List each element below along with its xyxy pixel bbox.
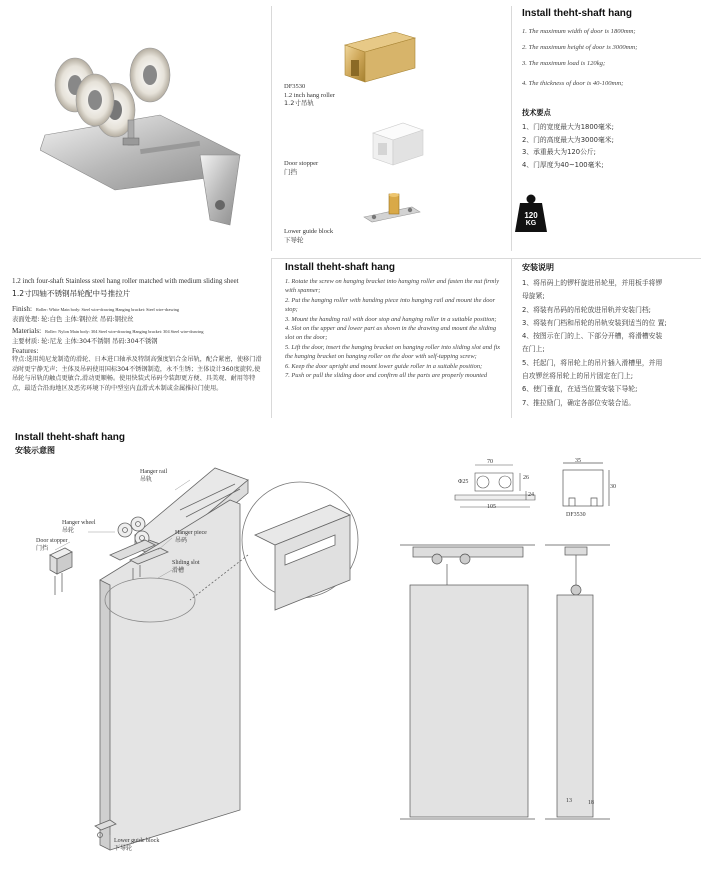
install-step-cn: 自攻锣丝将吊轮上的吊片固定在门上; [522,372,634,381]
dim-18: 18 [588,800,594,806]
install-step: 4. Slot on the upper and lower part as shown in the drawing and mount the sliding slot on the door; [285,325,497,342]
weight-icon [514,193,548,233]
finish-label: Finish: [12,305,32,313]
lbl-hanger-piece-cn: 吊码 [175,537,188,544]
install-step: 6. Keep the door upright and mount lower guide roller in a suitable position; [285,362,483,370]
install-step-cn: 3、将装有门档和吊轮的吊轨安装到适当的位 置; [522,318,667,327]
install-cn-title: 安装说明 [522,263,554,272]
key-point: 3、承重最大为120公斤; [522,148,596,156]
dim-24: 24 [528,492,534,498]
lower-guide-block-image [362,192,422,232]
description-title-cn: 1.2寸四轴不锈钢吊轮配中号推拉片 [12,289,131,298]
dim-25: Φ25 [458,479,469,485]
key-point: 2、门的高度最大为3000毫米; [522,135,614,144]
rail-code: DF3530 [284,83,306,90]
elevation-drawing [395,535,615,835]
lbl-door-stopper-en: Door stopper [36,538,68,544]
spec-note: 4. The thickness of door is 40-100mm; [522,80,624,87]
rail-profile-code: DF3530 [566,512,586,518]
install-step-cn: 母旋紧; [522,292,545,301]
dim-26: 26 [523,475,529,481]
install-step: 1. Rotate the screw on hanging bracket into hanging roller and fasten the nut firmly with spanner; [285,278,500,295]
stopper-label-en: Door stopper [284,160,319,167]
key-points-list [522,121,614,171]
hang-rail-image [340,30,420,85]
top-right-title: Install theht-shaft hang [522,8,632,19]
lbl-sliding-slot-cn: 滑槽 [172,567,185,574]
finish-cn: 表面处理: 轮:白色 主体:钢拉丝 吊码:钢拉丝 [12,316,134,323]
key-points-title: 技术要点 [522,108,551,117]
hang-roller-product-image [40,40,250,230]
dim-30: 30 [610,484,616,490]
spec-note: 3. The maximum load is 120kg; [522,60,606,67]
lbl-lower-guide-cn: 下导轮 [114,845,133,852]
guide-label-cn: 下导轮 [284,235,304,244]
install-step: 3. Mount the handing rail with door stop and hanging roller in a suitable position; [285,315,497,323]
lbl-sliding-slot-en: Sliding slot [172,560,200,566]
lbl-door-stopper-cn: 门挡 [36,545,49,552]
install-step-cn: 7、推拉励门，确定各部位安装合适。 [522,398,636,407]
dim-105: 105 [487,504,496,510]
materials-detail: Roller: Nylon Main body: 304 Steel wire-drawing Hanging bracket: 304 Steel wire-drawing [45,329,204,334]
weight-badge-value: 120 [524,211,538,220]
install-step: 5. Lift the door, insert the hanging bracket on hanging roller into sliding slot and fix the hanging bracket on hanging roller on the door with self-tapping screw; [285,343,501,361]
install-step-cn: 4、按图示在门的上、下部分开槽，将滑槽安装 [522,332,663,341]
materials-label: Materials: [12,327,42,335]
materials-cn: 主要材质: 轮:尼龙 主体:304不锈钢 吊码:304不锈钢 [12,338,158,345]
features-cn: 特点:选用纯尼龙制造的滑轮、日本进口轴承及特制高强度铝合金吊轨，配合紧密，使移门滑动时更宁静无声；主体及吊码使用国标304不锈钢制造，永不生锈；主体设计360度旋转,使吊轮与吊轨的触点更敏合,滑动更顺畅。使用快装式吊码令装卸更方便、具美观、耐用等特点，最适合沿海地区及恶劣环境下的中型室内直滑式木制或金属推拉门使用。 [12,356,262,392]
install-step-cn: 5、托起门，将吊轮上的吊片插入滑槽里，并用 [522,358,663,367]
install-step-cn: 在门上; [522,345,545,354]
lbl-lower-guide-en: Lower guide block [114,838,160,844]
lbl-hanger-rail-cn: 吊轨 [140,476,153,483]
guide-label-en: Lower guide block [284,228,334,235]
install-mid-title: Install theht-shaft hang [285,262,395,273]
bottom-title-en: Install theht-shaft hang [15,432,125,443]
key-point: 4、门厚度为40~100毫米; [522,160,604,169]
description-block [12,277,262,393]
install-step: 2. Put the hanging roller with handing piece into hanging rail and mount the door stop; [285,296,496,314]
lbl-hanger-wheel-en: Hanger wheel [62,520,96,526]
lbl-hanger-rail-en: Hanger rail [140,469,168,475]
finish-detail: Roller: White Main body: Steel wire-drawing Hanging bracket: Steel wire-drawing [35,307,179,312]
lbl-hanger-wheel-cn: 吊轮 [62,527,75,534]
description-title-en: 1.2 inch four-shaft Stainless steel hang roller matched with medium sliding sheet [12,277,239,285]
install-steps-en [285,277,505,380]
install-step-cn: 2、将装有吊码的吊轮放进吊轨并安装门档; [522,305,651,314]
install-step-cn: 6、使门垂直，在适当位置安装下导轮; [522,385,638,394]
bottom-title-cn: 安装示意图 [15,446,55,455]
install-steps-cn [522,277,707,410]
install-step: 7. Push or pull the sliding door and confirm all the parts are properly mounted [285,372,488,380]
stopper-label-cn: 门挡 [284,167,297,176]
rail-label-en: 1.2 inch hang roller [284,92,335,99]
rail-profile-drawing [555,458,615,513]
weight-badge-unit: KG [525,220,537,227]
dim-70: 70 [487,459,493,465]
lbl-hanger-piece-en: Hanger piece [175,530,207,536]
spec-notes [522,24,707,92]
key-point: 1、门的宽度最大为1800毫米; [522,123,614,131]
spec-note: 2. The maximum height of door is 3000mm; [522,44,638,51]
door-stopper-image [368,115,428,170]
dim-35: 35 [575,458,581,464]
dim-13: 13 [566,798,572,804]
install-step-cn: 1、将吊码上的锣杆旋进吊轮里，并用板手将锣 [522,279,663,287]
rail-label-cn: 1.2寸吊轨 [284,99,314,107]
features-label: Features: [12,347,39,355]
spec-note: 1. The maximum width of door is 1800mm; [522,28,636,35]
